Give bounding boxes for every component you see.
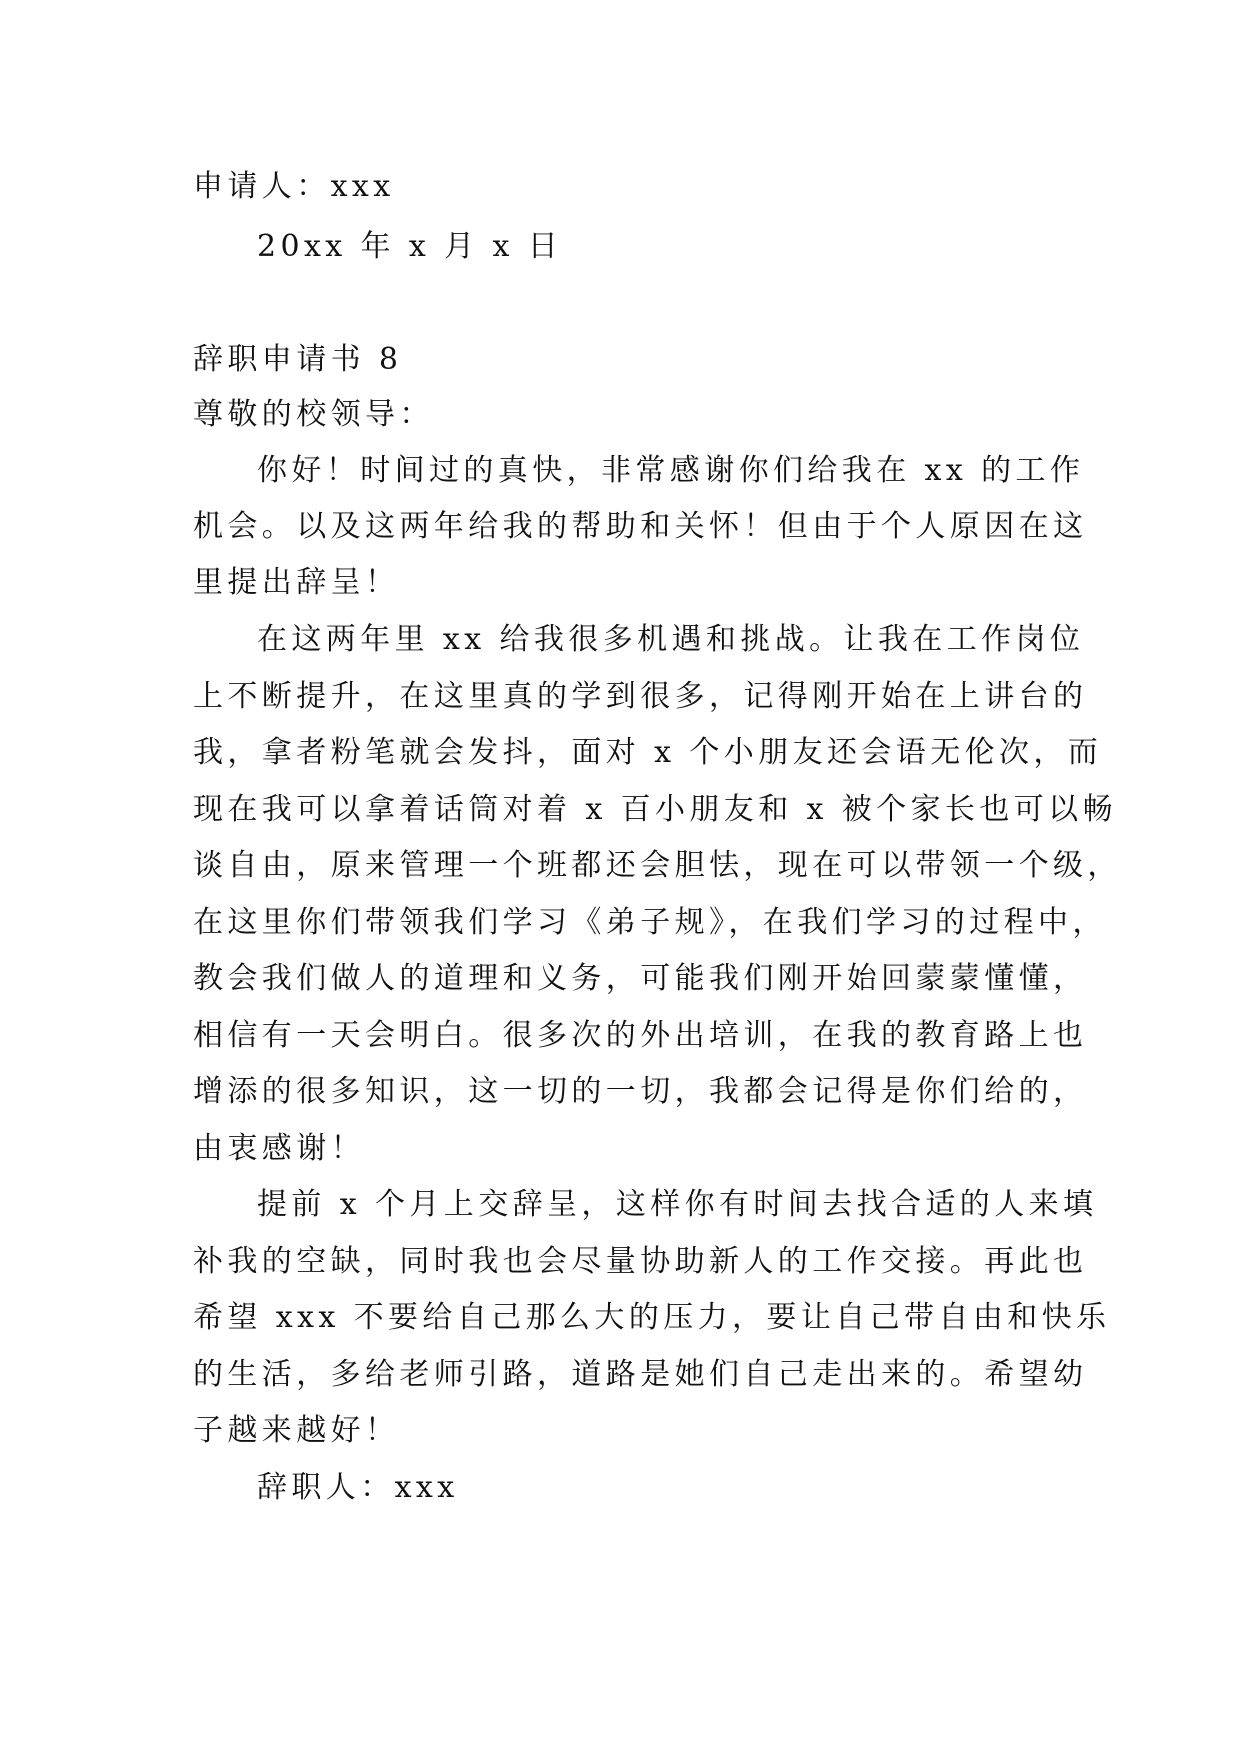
paragraph1-line: 你好！时间过的真快，非常感谢你们给我在 xx 的工作 [257,453,1085,488]
paragraph2-line: 增添的很多知识，这一切的一切，我都会记得是你们给的， [193,1074,1088,1109]
paragraph2-line: 在这两年里 xx 给我很多机遇和挑战。让我在工作岗位 [257,622,1085,657]
paragraph2-line: 谈自由，原来管理一个班都还会胆怯，现在可以带领一个级， [193,848,1122,883]
paragraph2-line: 在这里你们带领我们学习《弟子规》，在我们学习的过程中， [193,905,1107,940]
signature: 辞职人：xxx [257,1470,459,1505]
paragraph3-line: 提前 x 个月上交辞呈，这样你有时间去找合适的人来填 [257,1187,1098,1222]
paragraph3-line: 的生活，多给老师引路，道路是她们自己走出来的。希望幼 [193,1357,1088,1392]
paragraph2-line: 上不断提升，在这里真的学到很多，记得刚开始在上讲台的 [193,679,1088,714]
applicant-line: 申请人：xxx [193,169,395,204]
paragraph2-line: 教会我们做人的道理和义务，可能我们刚开始回蒙蒙懂懂， [193,961,1088,996]
applicant-date: 20xx 年 x 月 x 日 [257,229,563,264]
paragraph2-line: 相信有一天会明白。很多次的外出培训，在我的教育路上也 [193,1018,1088,1053]
paragraph2-line: 现在我可以拿着话筒对着 x 百小朋友和 x 被个家长也可以畅 [193,792,1117,827]
paragraph3-line: 补我的空缺，同时我也会尽量协助新人的工作交接。再此也 [193,1244,1088,1279]
paragraph3-line: 子越来越好！ [193,1413,400,1448]
letter-title: 辞职申请书 8 [193,342,403,377]
paragraph1-line: 里提出辞呈！ [193,565,400,600]
paragraph2-line: 我，拿者粉笔就会发抖，面对 x 个小朋友还会语无伦次，而 [193,735,1103,770]
paragraph3-line: 希望 xxx 不要给自己那么大的压力，要让自己带自由和快乐 [193,1300,1111,1335]
paragraph2-line: 由衷感谢！ [193,1131,365,1166]
paragraph1-line: 机会。以及这两年给我的帮助和关怀！但由于个人原因在这 [193,509,1088,544]
salutation: 尊敬的校领导： [193,397,434,432]
